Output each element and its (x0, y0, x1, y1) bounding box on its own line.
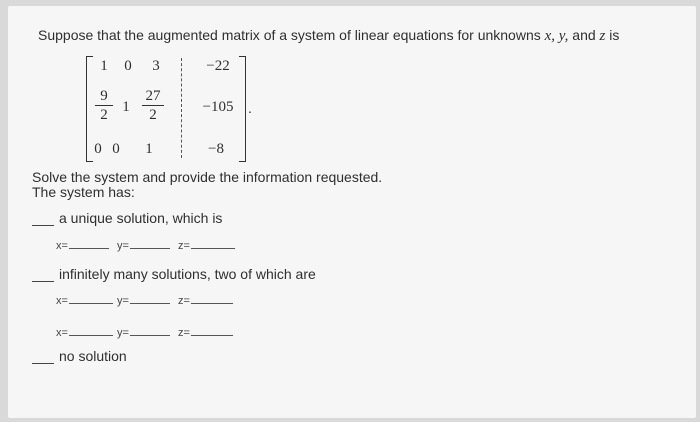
system-has-label: The system has: (32, 184, 135, 200)
infinite-z1-slot: z= (178, 295, 233, 307)
infinite-solutions-label: infinitely many solutions, two of which are (59, 266, 316, 282)
unique-y-slot: y= (117, 240, 170, 252)
unique-z-slot: z= (178, 240, 235, 252)
matrix-r2-c3: 27 2 (136, 88, 170, 123)
question-intro: Suppose that the augmented matrix of a system of linear equations for unknowns x, y, and z is (38, 27, 620, 44)
matrix-r1-c4: −22 (206, 58, 230, 74)
matrix-trailing-period: . (248, 100, 252, 116)
infinite-y2-input[interactable] (130, 335, 170, 336)
unique-solution-blank[interactable] (32, 225, 54, 226)
no-solution-blank[interactable] (32, 363, 54, 364)
infinite-z2-slot: z= (178, 327, 233, 339)
matrix-r1-c1: 1 (100, 58, 108, 74)
matrix-r3-c1: 0 (94, 141, 102, 157)
matrix-r2-c1: 9 2 (89, 88, 119, 123)
unique-solution-label: a unique solution, which is (59, 210, 223, 226)
matrix-r1-c3: 3 (152, 58, 160, 74)
matrix-r3-c3: 1 (145, 141, 153, 157)
no-solution-label: no solution (59, 348, 127, 364)
unique-x-slot: x= (56, 240, 109, 252)
unique-y-input[interactable] (130, 248, 170, 249)
matrix-r2-c4: −105 (202, 99, 234, 115)
augment-divider (181, 58, 182, 158)
augmented-matrix (86, 56, 246, 160)
infinite-x2-slot: x= (56, 327, 113, 339)
infinite-solutions-blank[interactable] (32, 281, 54, 282)
solve-instruction: Solve the system and provide the information requested. (32, 169, 383, 185)
infinite-z1-input[interactable] (191, 303, 233, 304)
infinite-x1-slot: x= (56, 295, 113, 307)
infinite-y1-input[interactable] (130, 303, 170, 304)
infinite-x1-input[interactable] (69, 303, 113, 304)
matrix-r1-c2: 0 (124, 58, 132, 74)
infinite-z2-input[interactable] (191, 335, 233, 336)
matrix-r2-c2: 1 (122, 99, 130, 115)
matrix-r3-c2: 0 (112, 141, 120, 157)
matrix-r3-c4: −8 (208, 141, 224, 157)
question-page (8, 6, 696, 418)
unique-z-input[interactable] (191, 248, 235, 249)
unique-x-input[interactable] (69, 248, 109, 249)
infinite-x2-input[interactable] (69, 335, 113, 336)
infinite-y1-slot: y= (117, 295, 170, 307)
infinite-y2-slot: y= (117, 327, 170, 339)
